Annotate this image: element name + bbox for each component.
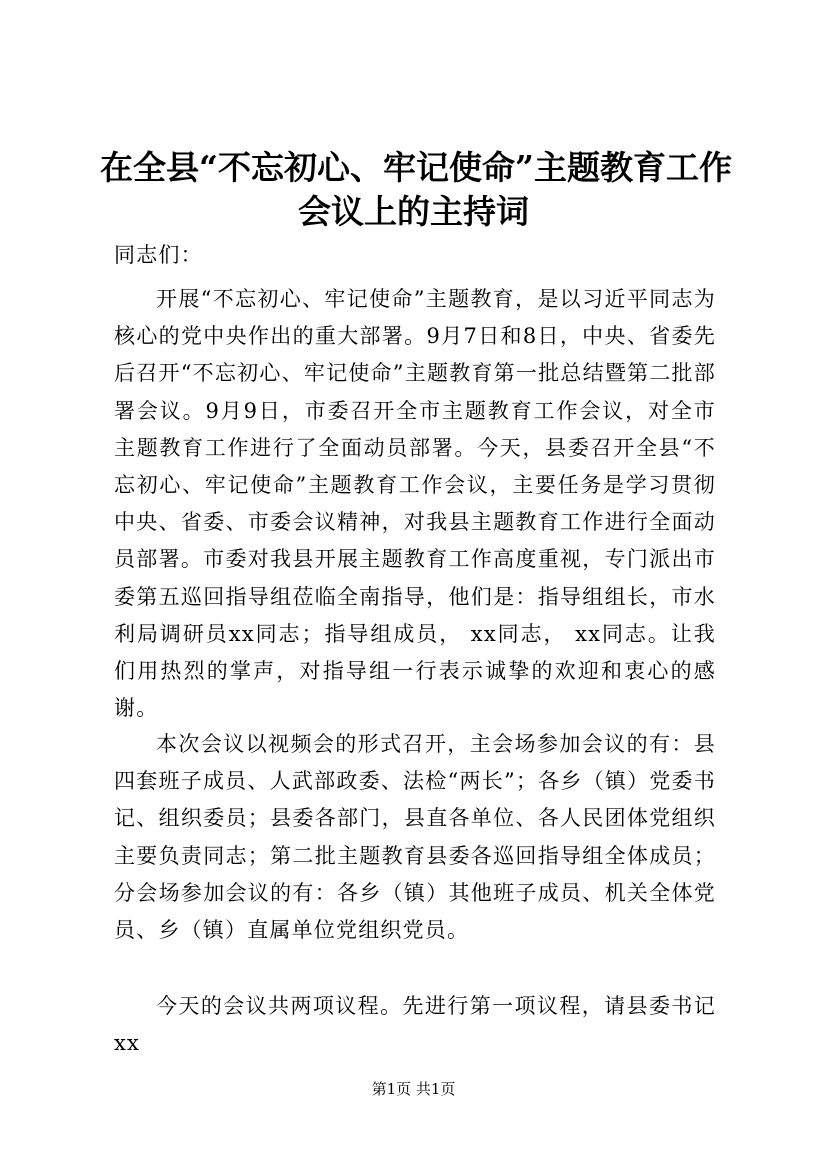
paragraph-1: 开展“不忘初心、牢记使命”主题教育，是以习近平同志为核心的党中央作出的重大部署。9月7日和8日，中央、省委先后召开“不忘初心、牢记使命”主题教育第一批总结暨第二批部署会议。9月9日，市委召开全市主题教育工作会议，对全市主题教育工作进行了全面动员部署。今天，县委召开全县“不忘初心、牢记使命”主题教育工作会议，主要任务是学习贯彻中央、省委、市委会议精神，对我县主题教育工作进行全面动员部署。市委对我县开展主题教育工作高度重视，专门派出市委第五巡回指导组莅临全南指导，他们是：指导组组长，市水利局调研员xx同志；指导组成员， xx同志， xx同志。让我们用热烈的掌声，对指导组一行表示诚挚的欢迎和衷心的感谢。 bbox=[114, 287, 716, 721]
paragraph-3: 今天的会议共两项议程。先进行第一项议程，请县委书记xx bbox=[114, 994, 716, 1056]
document-title-line-2: 会议上的主持词 bbox=[298, 192, 529, 231]
page-footer: 第1页 共1页 bbox=[371, 1080, 456, 1098]
salutation: 同志们： bbox=[114, 243, 203, 267]
paragraph-2: 本次会议以视频会的形式召开，主会场参加会议的有：县四套班子成员、人武部政委、法检“两长”；各乡（镇）党委书记、组织委员；县委各部门，县直各单位、各人民团体党组织主要负责同志；第二批主题教育县委各巡回指导组全体成员；分会场参加会议的有：各乡（镇）其他班子成员、机关全体党员、乡（镇）直属单位党组织党员。 bbox=[114, 732, 716, 943]
document-title-line-1: 在全县“不忘初心、牢记使命”主题教育工作 bbox=[100, 148, 732, 187]
